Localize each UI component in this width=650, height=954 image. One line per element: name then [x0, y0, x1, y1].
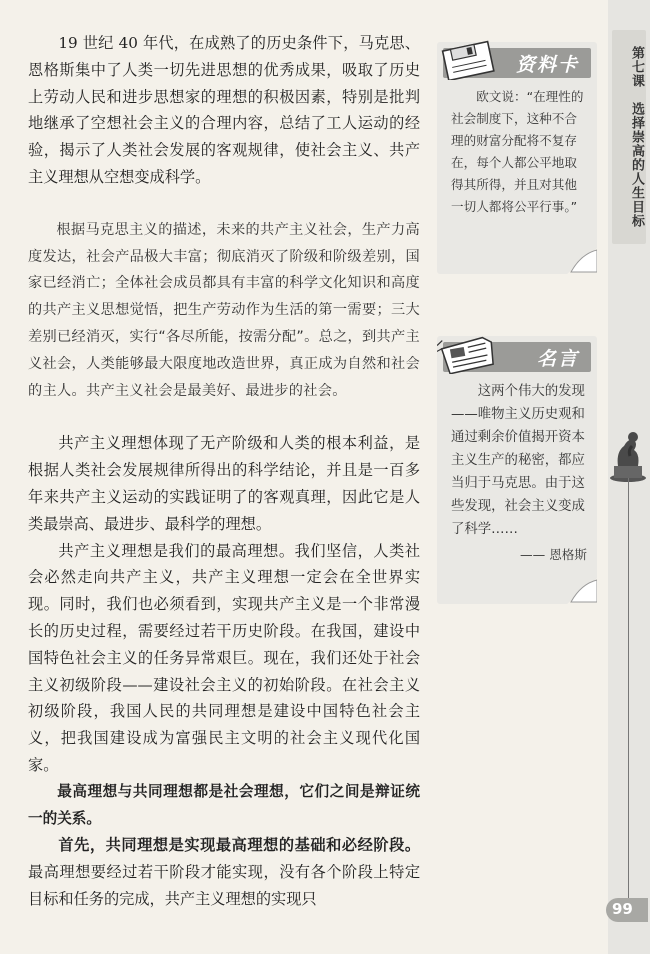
- info-card-text: 欧文说：“在理性的社会制度下，这种不合理的财富分配将不复存在，每个人都公平地取得其所得，并且对其他一切人都将公平行事。”: [451, 89, 584, 214]
- quote-paragraph-communist-society: 根据马克思主义的描述，未来的共产主义社会，生产力高度发达，社会产品极大丰富；彻底消灭了阶级和阶级差别，国家已经消亡；全体社会成员都具有丰富的科学文化知识和高度的共产主义思想觉悟，把生产劳动作为生活的第一需要；三大差别已经消灭，实行“各尽所能，按需分配”。总之，到共产主义社会，人类能够最大限度地改造世界，真正成为自然和社会的主人。共产主义社会是最美好、最进步的社会。: [28, 221, 420, 399]
- paragraph-ideal-truth: 共产主义理想体现了无产阶级和人类的根本利益，是根据人类社会发展规律所得出的科学结论，并且是一百多年来共产主义运动的实践证明了的客观真理，因此它是人类最崇高、最进步、最科学的理想。: [28, 434, 420, 533]
- paragraph-history: 19 世纪 40 年代，在成熟了的历史条件下，马克思、恩格斯集中了人类一切先进思想的优秀成果，吸取了历史上劳动人民和进步思想家的理想的积极因素，特别是批判地继承了空想社会主义的合理内容，总结了工人运动的经验，揭示了人类社会发展的客观规律，使社会主义、共产主义理想从空想变成科学。: [28, 34, 420, 186]
- quote-card-attribution: —— 恩格斯: [520, 547, 587, 562]
- page-curl-icon: [567, 248, 597, 274]
- info-card-title: 资料卡: [515, 54, 579, 76]
- thinker-statue-icon: [606, 428, 650, 482]
- paragraph-dialectical-unity: 最高理想与共同理想都是社会理想，它们之间是辩证统一的关系。: [28, 782, 420, 827]
- quote-card-text: 这两个伟大的发现——唯物主义历史观和通过剩余价值揭开资本主义生产的秘密，都应当归于马克思。由于这些发现，社会主义变成了科学……: [451, 384, 585, 537]
- first-point-bold: 首先，共同理想是实现最高理想的基础和必经阶段。: [58, 836, 420, 855]
- main-text-column: [28, 30, 420, 913]
- info-card: [437, 42, 597, 274]
- quote-card: [437, 336, 597, 604]
- first-point-rest: 最高理想要经过若干阶段才能实现，没有各个阶段上特定目标和任务的完成，共产主义理想的实现只: [28, 863, 420, 908]
- newspaper-icon: [437, 334, 503, 374]
- quote-card-header: [443, 342, 591, 372]
- info-card-header: [443, 48, 591, 78]
- quote-card-title: 名言: [536, 348, 579, 370]
- paragraph-highest-ideal: 共产主义理想是我们的最高理想。我们坚信，人类社会必然走向共产主义，共产主义理想一定会在全世界实现。同时，我们也必须看到，实现共产主义是一个非常漫长的历史过程，需要经过若干历史阶段。在我国，建设中国特色社会主义的任务异常艰巨。现在，我们还处于社会主义初级阶段——建设社会主义的初始阶段。在社会主义初级阶段，我国人民的共同理想是建设中国特色社会主义，把我国建设成为富强民主文明的社会主义现代化国家。: [28, 541, 420, 774]
- gutter-divider-line: [628, 478, 629, 898]
- floppy-disk-icon: [437, 40, 499, 80]
- page-number: 99: [612, 900, 633, 918]
- paragraph-first-point: [28, 832, 420, 912]
- info-card-body: [437, 78, 597, 228]
- chapter-label: 第七课 选择崇高的人生目标: [612, 30, 646, 244]
- quote-card-body: [437, 372, 597, 576]
- page-curl-icon: [567, 578, 597, 604]
